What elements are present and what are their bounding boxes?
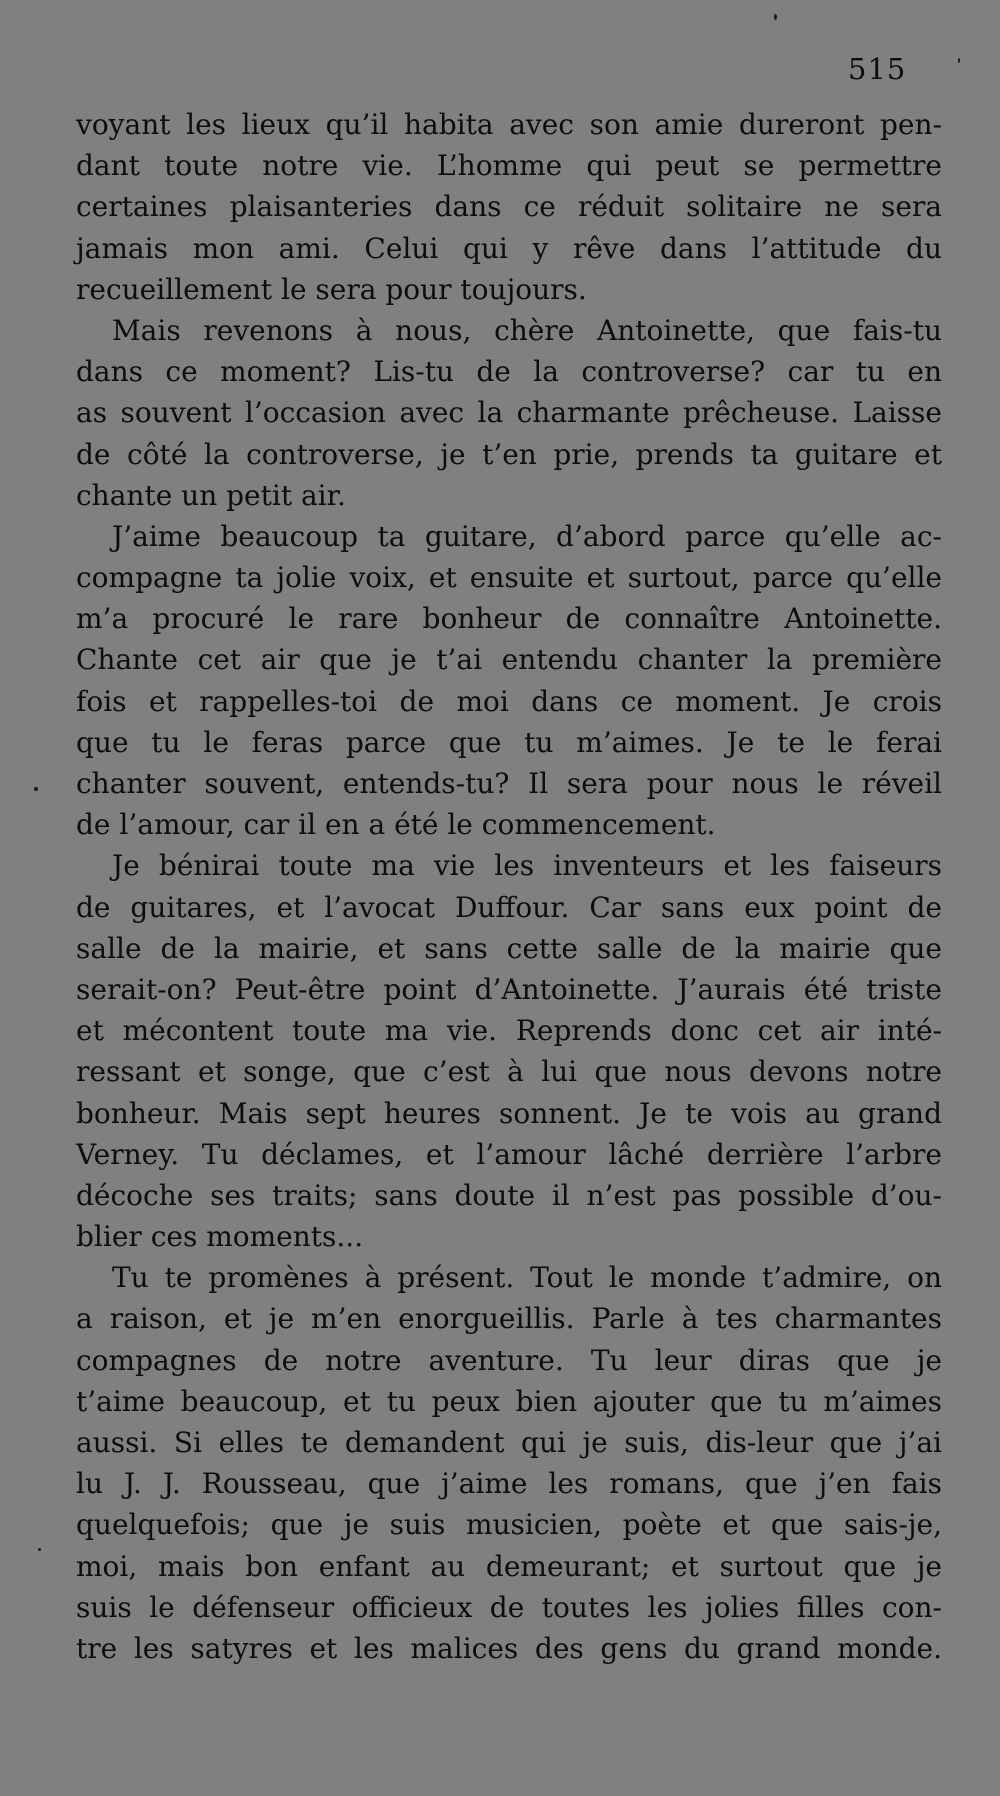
text-line: ressant et songe, que c’est à lui que nous devons notre [76,1055,942,1089]
text-line: chante un petit air. [76,478,346,512]
text-line: que tu le feras parce que tu m’aimes. Je te le ferai [76,725,942,759]
text-line: salle de la mairie, et sans cette salle de la mairie que [76,931,942,965]
paragraph-1 [76,104,942,310]
text-line: lu J. J. Rousseau, que j’aime les romans, que j’en fais [76,1467,942,1501]
text-line: serait-on? Peut-être point d’Antoinette. J’aurais été triste [76,972,942,1006]
text-line: de l’amour, car il en a été le commencement. [76,808,716,842]
text-line: tre les satyres et les malices des gens du grand monde. [76,1631,942,1665]
text-line: voyant les lieux qu’il habita avec son amie dureront pen- [76,108,942,141]
text-line: décoche ses traits; sans doute il n’est pas possible d’ou- [76,1178,942,1212]
text-line: Je bénirai toute ma vie les inventeurs et les faiseurs [112,849,942,883]
body-text [76,104,942,1669]
paragraph-4 [76,845,942,1257]
text-line: Tu te promènes à présent. Tout le monde t’admire, on [112,1261,942,1295]
text-line: et mécontent toute ma vie. Reprends donc cet air inté- [76,1014,942,1048]
page-number: 515 [848,52,907,86]
text-line: Mais revenons à nous, chère Antoinette, que fais-tu [112,313,942,347]
scan-speck [34,787,38,791]
paragraph-3 [76,516,942,846]
text-line: Verney. Tu déclames, et l’amour lâché derrière l’arbre [76,1137,942,1171]
text-line: de côté la controverse, je t’en prie, prends ta guitare et [76,437,942,471]
text-line: compagnes de notre aventure. Tu leur diras que je [76,1343,942,1377]
text-line: quelquefois; que je suis musicien, poète et que sais-je, [76,1508,942,1542]
text-line: certaines plaisanteries dans ce réduit solitaire ne sera [76,190,942,224]
text-line: fois et rappelles-toi de moi dans ce moment. Je crois [76,684,942,718]
text-line: jamais mon ami. Celui qui y rêve dans l’attitude du [76,231,942,265]
scan-speck [38,1548,41,1551]
text-line: suis le défenseur officieux de toutes les jolies filles con- [76,1590,942,1624]
text-line: a raison, et je m’en enorgueillis. Parle à tes charmantes [76,1302,942,1336]
text-line: J’aime beaucoup ta guitare, d’abord parce qu’elle ac- [112,519,942,553]
text-line: chanter souvent, entends-tu? Il sera pour nous le réveil [76,767,942,800]
text-line: bonheur. Mais sept heures sonnent. Je te vois au grand [76,1096,942,1130]
text-line: dant toute notre vie. L’homme qui peut se permettre [76,149,942,183]
scan-speck [958,58,960,63]
text-line: recueillement le sera pour toujours. [76,272,587,306]
scan-speck [774,14,777,20]
text-line: t’aime beaucoup, et tu peux bien ajouter que tu m’aimes [76,1384,942,1418]
text-line: de guitares, et l’avocat Duffour. Car sans eux point de [76,890,942,924]
paragraph-5 [76,1257,942,1669]
text-line: Chante cet air que je t’ai entendu chanter la première [76,643,942,677]
text-line: aussi. Si elles te demandent qui je suis, dis-leur que j’ai [76,1426,942,1459]
text-line: blier ces moments... [76,1220,364,1254]
text-line: as souvent l’occasion avec la charmante prêcheuse. Laisse [76,396,942,430]
text-line: compagne ta jolie voix, et ensuite et surtout, parce qu’elle [76,561,942,595]
text-line: m’a procuré le rare bonheur de connaître Antoinette. [76,602,942,636]
text-line: moi, mais bon enfant au demeurant; et surtout que je [76,1549,942,1583]
paragraph-2 [76,310,942,516]
text-line: dans ce moment? Lis-tu de la controverse? car tu en [76,355,942,389]
